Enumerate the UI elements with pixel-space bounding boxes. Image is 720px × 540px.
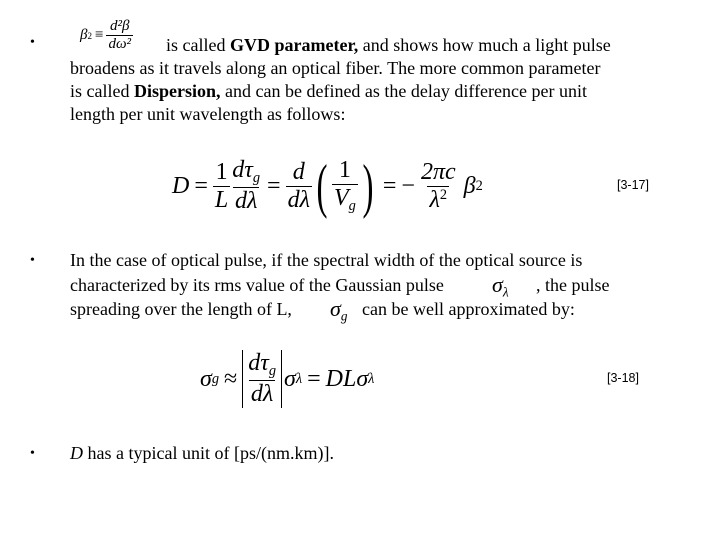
eq2-num-d: d (248, 349, 261, 376)
eq1-equals-1: = (194, 172, 208, 199)
item1-line2: broadens as it travels along an optical fiber. The more common parameter (70, 58, 601, 78)
equation-3-18 (200, 340, 374, 418)
bullet-1: • (30, 35, 35, 50)
item1-text-after: and shows how much a light pulse (358, 35, 611, 55)
sigma-g-symbol: σ (330, 296, 341, 321)
eq1-beta: β (463, 172, 476, 199)
eq1-f2-den: dλ (234, 188, 258, 215)
eq2-num-tau: τ (260, 349, 269, 376)
formula-fraction (106, 18, 133, 53)
eq1-f1-den: L (214, 186, 229, 213)
eq1-equals-2: = (267, 172, 281, 199)
eq1-f2-tau: τ (244, 156, 253, 183)
eq1-f5-sup: 2 (439, 186, 448, 203)
eq1-frac-2pic-lambda2 (419, 159, 458, 214)
dispersion-term: Dispersion, (133, 81, 221, 101)
item1-line3 (70, 80, 587, 102)
eq1-f5-den: λ (429, 186, 440, 213)
eq1-D: D (172, 172, 190, 199)
item2-line3-after: can be well approximated by: (362, 299, 575, 319)
item2-line2 (70, 274, 444, 296)
eq2-num-sub: g (268, 363, 277, 380)
formula-num: d²β (110, 18, 130, 34)
eq1-f4-sub: g (348, 198, 356, 215)
eq1-f1-num: 1 (215, 158, 228, 185)
eq2-frac-dtau-dlambda (246, 350, 278, 408)
item1-line3-before: is called (70, 81, 134, 101)
eq2-equals: = (307, 365, 321, 392)
item1-line1 (166, 34, 611, 56)
eq1-paren-right: ) (362, 153, 374, 219)
item2-line3: spreading over the length of L, (70, 299, 292, 319)
gvd-parameter-term: GVD parameter, (229, 35, 359, 55)
item2-line1: In the case of optical pulse, if the spectral width of the optical source is (70, 250, 583, 270)
sigma-lambda-symbol: σ (492, 272, 503, 297)
eq2-den: dλ (250, 381, 274, 408)
eq2-approx: ≈ (224, 365, 238, 392)
eq2-sigma2-sub: λ (295, 370, 303, 387)
item1-text-before: is called (166, 35, 230, 55)
sigma-g-sub: g (340, 308, 348, 324)
bullet-2: • (30, 253, 35, 268)
eq2-sigma3-sub: λ (368, 370, 375, 387)
bullet-3: • (30, 446, 35, 461)
eq1-f4-V: V (333, 184, 349, 211)
eq1-f2-sub: g (252, 170, 261, 187)
item1-line3-after: and can be defined as the delay difference per unit (220, 81, 587, 101)
item2-line2-before: characterized by its rms value of the Gaussian pulse (70, 275, 444, 295)
item2-line2-after: , the pulse (536, 275, 610, 295)
eq1-paren-left: ( (316, 153, 328, 219)
item3-text: has a typical unit of [ps/(nm.km)]. (83, 443, 334, 463)
eq1-beta-sub: 2 (475, 177, 483, 194)
eq2-sigma2: σ (284, 365, 296, 392)
eq2-sigma-sub: g (211, 370, 220, 387)
eq1-f3-num: d (292, 158, 305, 185)
gvd-inline-formula (80, 18, 133, 53)
item3-D: D (70, 443, 83, 463)
eq1-f4-num: 1 (338, 156, 351, 183)
sigma-g-inline (330, 298, 347, 328)
formula-beta-sub: 2 (87, 30, 92, 41)
equation-3-17 (172, 150, 483, 222)
eq1-frac-1-over-L (213, 159, 230, 214)
eq1-equals-3: = (382, 172, 397, 199)
eq2-sigma3: σ (356, 365, 369, 392)
formula-den: dω² (108, 36, 132, 52)
item3-line (70, 442, 334, 464)
eq2-DL: DL (325, 365, 357, 392)
eq1-f2-d: d (232, 156, 245, 183)
eq1-f3-den: dλ (287, 186, 310, 213)
equation-3-18-tag: [3-18] (607, 371, 639, 385)
eq1-f5-num: 2πc (420, 158, 456, 185)
eq2-absolute-value (242, 350, 282, 408)
equation-3-17-tag: [3-17] (617, 178, 649, 192)
item1-line4: length per unit wavelength as follows: (70, 104, 346, 124)
formula-beta: β (80, 27, 88, 43)
eq1-frac-d-dlambda (286, 159, 312, 214)
eq1-frac-dtau-dlambda (230, 157, 262, 215)
sigma-lambda-sub: λ (502, 284, 509, 300)
formula-equiv: ≡ (94, 27, 104, 43)
eq1-minus: − (401, 172, 415, 199)
eq1-frac-1-over-Vg (332, 157, 358, 215)
eq2-sigma: σ (200, 365, 212, 392)
